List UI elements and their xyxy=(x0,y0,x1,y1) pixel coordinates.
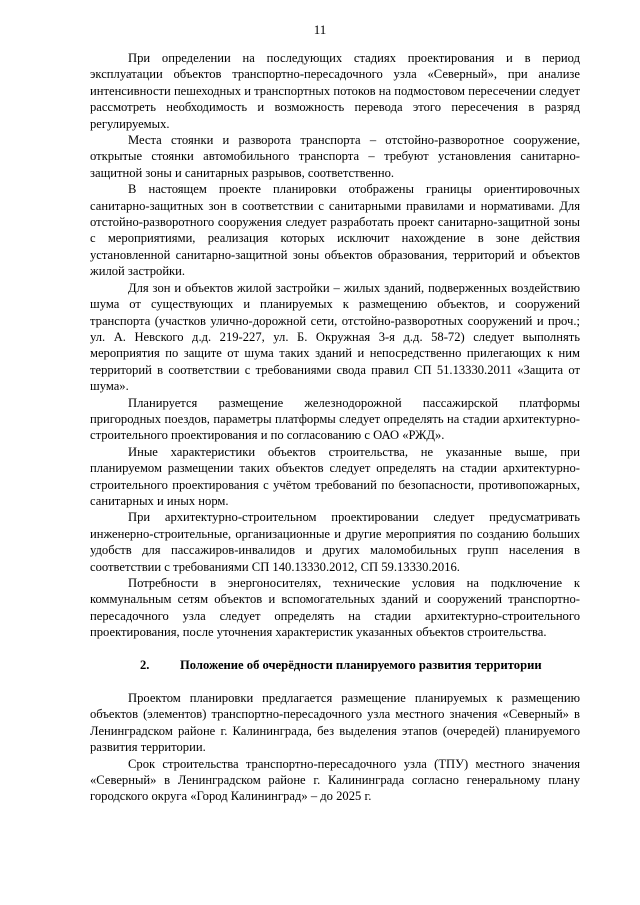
paragraph: Для зон и объектов жилой застройки – жилых зданий, подверженных воздействию шума от существующих и планируемых к размещению объектов, и сооружений транспорта (участков улично-дорожной сети, отстойно-разворотных сооружений и проч.; ул. А. Невского д.д. 219-227, ул. Б. Окружная 3-я д.д. 58-72) следует выполнять мероприятия по защите от шума таких зданий и непосредственно прилегающих к ним территорий в соответствии с требованиями свода правил СП 51.13330.2011 «Защита от шума». xyxy=(90,280,580,394)
paragraph: Иные характеристики объектов строительства, не указанные выше, при планируемом размещении таких объектов следует определять на стадии архитектурно-строительного проектирования с учётом требований по безопасности, противопожарных, санитарных и иных норм. xyxy=(90,444,580,508)
section-number: 2. xyxy=(140,657,150,672)
paragraph: При определении на последующих стадиях проектирования и в период эксплуатации объектов транспортно-пересадочного узла «Северный», при анализе интенсивности пешеходных и транспортных потоков на подмостовом пересечении следует рассмотреть необходимость и возможность перевода этого пересечения в разряд регулируемых. xyxy=(90,51,580,131)
section-title: Положение об очерёдности планируемого развития территории xyxy=(180,657,542,672)
page-number: 11 xyxy=(313,22,327,37)
paragraph: Планируется размещение железнодорожной пассажирской платформы пригородных поездов, параметры платформы следует определять на стадии архитектурно-строительного проектирования и по согласованию с ОАО «РЖД». xyxy=(90,395,580,443)
paragraph: Проектом планировки предлагается размещение планируемых к размещению объектов (элементов) транспортно-пересадочного узла местного значения «Северный» в Ленинградском районе г. Калининграда, без выделения этапов (очередей) планируемого развития территории. xyxy=(90,691,580,755)
document-body xyxy=(90,50,580,805)
paragraph: В настоящем проекте планировки отображены границы ориентировочных санитарно-защитных зон в соответствии с санитарными правилами и нормативами. Для отстойно-разворотного сооружения следует разработать проект санитарно-защитной зоны с мероприятиями, реализация которых исключит нахождение в зоне действия установленной санитарно-защитной зоны объектов образования, территорий и объектов жилой застройки. xyxy=(90,182,580,279)
paragraph: Потребности в энергоносителях, технические условия на подключение к коммунальным сетям объектов и вспомогательных зданий и сооружений транспортно-пересадочного узла следует определять на стадии архитектурно-строительного проектирования, после уточнения характеристик указанных объектов строительства. xyxy=(90,576,580,640)
section-heading xyxy=(90,657,580,673)
paragraph: При архитектурно-строительном проектировании следует предусматривать инженерно-строительные, организационные и другие мероприятия по созданию больших удобств для пассажиров-инвалидов и других маломобильных групп населения в соответствии с требованиями СП 140.13330.2012, СП 59.13330.2016. xyxy=(90,510,580,574)
paragraph: Места стоянки и разворота транспорта – отстойно-разворотное сооружение, открытые стоянки автомобильного транспорта – требуют установления санитарно-защитной зоны и санитарных разрывов, соответственно. xyxy=(90,133,580,180)
paragraph: Срок строительства транспортно-пересадочного узла (ТПУ) местного значения «Северный» в Ленинградском районе г. Калининграда согласно генеральному плану городского округа «Город Калининград» – до 2025 г. xyxy=(90,756,580,804)
